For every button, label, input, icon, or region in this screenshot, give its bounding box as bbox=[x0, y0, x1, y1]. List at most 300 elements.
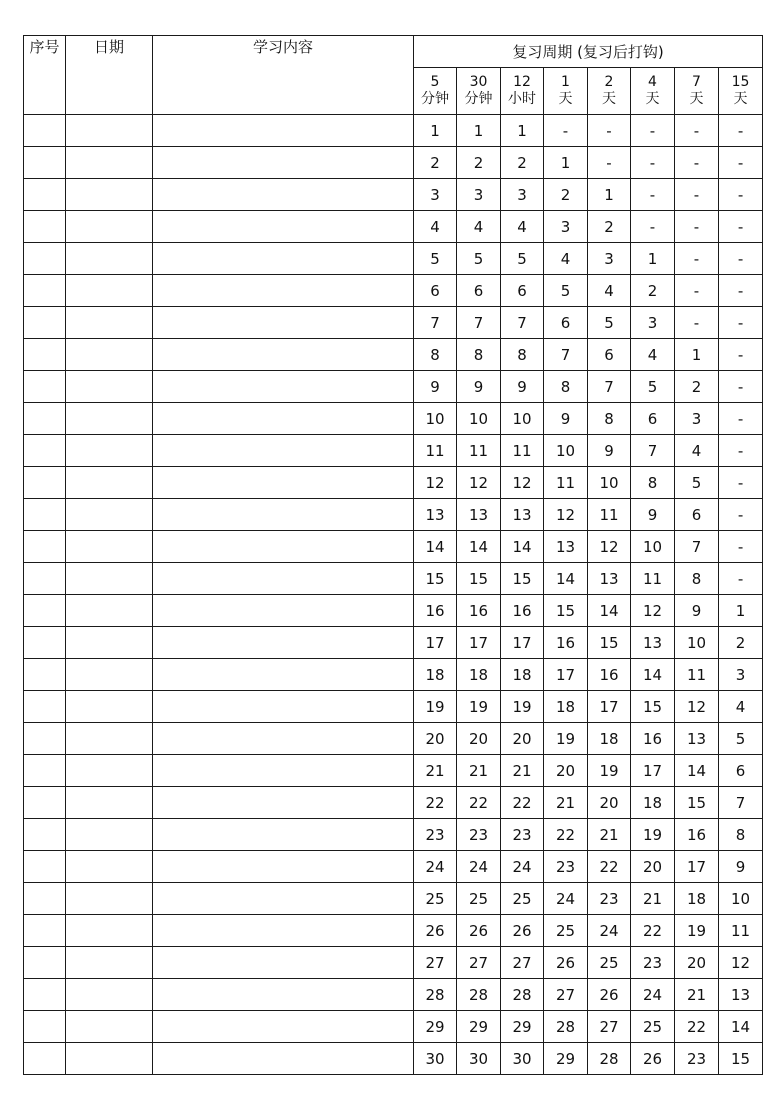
content-cell[interactable] bbox=[153, 563, 414, 595]
review-cell[interactable]: 17 bbox=[414, 627, 457, 659]
review-cell[interactable]: 28 bbox=[414, 979, 457, 1011]
review-cell[interactable]: 3 bbox=[414, 179, 457, 211]
date-cell[interactable] bbox=[66, 115, 153, 147]
content-cell[interactable] bbox=[153, 371, 414, 403]
date-cell[interactable] bbox=[66, 915, 153, 947]
date-cell[interactable] bbox=[66, 755, 153, 787]
review-cell[interactable]: 3 bbox=[544, 211, 588, 243]
review-cell[interactable]: 5 bbox=[414, 243, 457, 275]
review-cell[interactable]: 25 bbox=[631, 1011, 675, 1043]
review-cell[interactable]: - bbox=[719, 339, 763, 371]
review-cell[interactable]: - bbox=[719, 371, 763, 403]
content-cell[interactable] bbox=[153, 211, 414, 243]
review-cell[interactable]: 21 bbox=[675, 979, 719, 1011]
review-cell[interactable]: 27 bbox=[457, 947, 501, 979]
seq-cell[interactable] bbox=[24, 563, 66, 595]
review-cell[interactable]: 2 bbox=[414, 147, 457, 179]
review-cell[interactable]: 1 bbox=[631, 243, 675, 275]
review-cell[interactable]: 22 bbox=[414, 787, 457, 819]
seq-cell[interactable] bbox=[24, 467, 66, 499]
review-cell[interactable]: 19 bbox=[631, 819, 675, 851]
review-cell[interactable]: 24 bbox=[631, 979, 675, 1011]
review-cell[interactable]: 12 bbox=[588, 531, 631, 563]
content-cell[interactable] bbox=[153, 147, 414, 179]
seq-cell[interactable] bbox=[24, 115, 66, 147]
review-cell[interactable]: 8 bbox=[414, 339, 457, 371]
review-cell[interactable]: 4 bbox=[501, 211, 544, 243]
seq-cell[interactable] bbox=[24, 883, 66, 915]
content-cell[interactable] bbox=[153, 1043, 414, 1075]
review-cell[interactable]: 27 bbox=[501, 947, 544, 979]
date-cell[interactable] bbox=[66, 307, 153, 339]
review-cell[interactable]: 20 bbox=[414, 723, 457, 755]
review-cell[interactable]: 4 bbox=[414, 211, 457, 243]
review-cell[interactable]: 8 bbox=[675, 563, 719, 595]
review-cell[interactable]: 21 bbox=[457, 755, 501, 787]
review-cell[interactable]: 26 bbox=[544, 947, 588, 979]
review-cell[interactable]: 10 bbox=[675, 627, 719, 659]
date-cell[interactable] bbox=[66, 563, 153, 595]
review-cell[interactable]: 23 bbox=[414, 819, 457, 851]
review-cell[interactable]: 14 bbox=[544, 563, 588, 595]
review-cell[interactable]: 5 bbox=[675, 467, 719, 499]
review-cell[interactable]: 25 bbox=[457, 883, 501, 915]
review-cell[interactable]: 26 bbox=[631, 1043, 675, 1075]
seq-cell[interactable] bbox=[24, 851, 66, 883]
date-cell[interactable] bbox=[66, 595, 153, 627]
review-cell[interactable]: 3 bbox=[588, 243, 631, 275]
review-cell[interactable]: 7 bbox=[588, 371, 631, 403]
review-cell[interactable]: 20 bbox=[501, 723, 544, 755]
review-cell[interactable]: 2 bbox=[675, 371, 719, 403]
review-cell[interactable]: - bbox=[631, 147, 675, 179]
seq-cell[interactable] bbox=[24, 595, 66, 627]
review-cell[interactable]: 17 bbox=[631, 755, 675, 787]
date-cell[interactable] bbox=[66, 275, 153, 307]
review-cell[interactable]: 26 bbox=[588, 979, 631, 1011]
review-cell[interactable]: 21 bbox=[544, 787, 588, 819]
review-cell[interactable]: 13 bbox=[588, 563, 631, 595]
review-cell[interactable]: 7 bbox=[501, 307, 544, 339]
content-cell[interactable] bbox=[153, 339, 414, 371]
seq-cell[interactable] bbox=[24, 659, 66, 691]
review-cell[interactable]: 7 bbox=[414, 307, 457, 339]
review-cell[interactable]: 4 bbox=[675, 435, 719, 467]
review-cell[interactable]: 20 bbox=[588, 787, 631, 819]
seq-cell[interactable] bbox=[24, 435, 66, 467]
date-cell[interactable] bbox=[66, 883, 153, 915]
review-cell[interactable]: 17 bbox=[588, 691, 631, 723]
content-cell[interactable] bbox=[153, 115, 414, 147]
review-cell[interactable]: 13 bbox=[457, 499, 501, 531]
date-cell[interactable] bbox=[66, 403, 153, 435]
review-cell[interactable]: 8 bbox=[719, 819, 763, 851]
review-cell[interactable]: 24 bbox=[501, 851, 544, 883]
review-cell[interactable]: 23 bbox=[501, 819, 544, 851]
review-cell[interactable]: 14 bbox=[501, 531, 544, 563]
date-cell[interactable] bbox=[66, 211, 153, 243]
review-cell[interactable]: 24 bbox=[544, 883, 588, 915]
review-cell[interactable]: 29 bbox=[501, 1011, 544, 1043]
review-cell[interactable]: 15 bbox=[457, 563, 501, 595]
review-cell[interactable]: 22 bbox=[631, 915, 675, 947]
review-cell[interactable]: 4 bbox=[631, 339, 675, 371]
seq-cell[interactable] bbox=[24, 339, 66, 371]
date-cell[interactable] bbox=[66, 723, 153, 755]
review-cell[interactable]: 25 bbox=[544, 915, 588, 947]
review-cell[interactable]: 11 bbox=[544, 467, 588, 499]
date-cell[interactable] bbox=[66, 243, 153, 275]
seq-cell[interactable] bbox=[24, 531, 66, 563]
review-cell[interactable]: 28 bbox=[544, 1011, 588, 1043]
review-cell[interactable]: 6 bbox=[675, 499, 719, 531]
review-cell[interactable]: 17 bbox=[457, 627, 501, 659]
date-cell[interactable] bbox=[66, 979, 153, 1011]
review-cell[interactable]: 10 bbox=[501, 403, 544, 435]
review-cell[interactable]: 9 bbox=[631, 499, 675, 531]
review-cell[interactable]: - bbox=[675, 147, 719, 179]
review-cell[interactable]: 30 bbox=[457, 1043, 501, 1075]
review-cell[interactable]: 3 bbox=[719, 659, 763, 691]
review-cell[interactable]: 11 bbox=[457, 435, 501, 467]
review-cell[interactable]: 9 bbox=[501, 371, 544, 403]
review-cell[interactable]: - bbox=[675, 275, 719, 307]
review-cell[interactable]: 9 bbox=[675, 595, 719, 627]
content-cell[interactable] bbox=[153, 531, 414, 563]
content-cell[interactable] bbox=[153, 307, 414, 339]
content-cell[interactable] bbox=[153, 723, 414, 755]
review-cell[interactable]: 17 bbox=[675, 851, 719, 883]
review-cell[interactable]: 30 bbox=[501, 1043, 544, 1075]
review-cell[interactable]: 29 bbox=[544, 1043, 588, 1075]
review-cell[interactable]: 9 bbox=[414, 371, 457, 403]
review-cell[interactable]: - bbox=[631, 179, 675, 211]
review-cell[interactable]: 18 bbox=[544, 691, 588, 723]
seq-cell[interactable] bbox=[24, 947, 66, 979]
review-cell[interactable]: 30 bbox=[414, 1043, 457, 1075]
review-cell[interactable]: - bbox=[588, 115, 631, 147]
review-cell[interactable]: - bbox=[719, 403, 763, 435]
review-cell[interactable]: 7 bbox=[457, 307, 501, 339]
review-cell[interactable]: 14 bbox=[631, 659, 675, 691]
review-cell[interactable]: 10 bbox=[588, 467, 631, 499]
review-cell[interactable]: 22 bbox=[457, 787, 501, 819]
seq-cell[interactable] bbox=[24, 691, 66, 723]
review-cell[interactable]: 26 bbox=[414, 915, 457, 947]
review-cell[interactable]: 16 bbox=[457, 595, 501, 627]
review-cell[interactable]: - bbox=[719, 275, 763, 307]
review-cell[interactable]: 15 bbox=[501, 563, 544, 595]
review-cell[interactable]: 1 bbox=[414, 115, 457, 147]
review-cell[interactable]: 27 bbox=[544, 979, 588, 1011]
review-cell[interactable]: 6 bbox=[631, 403, 675, 435]
review-cell[interactable]: 19 bbox=[544, 723, 588, 755]
review-cell[interactable]: 16 bbox=[414, 595, 457, 627]
review-cell[interactable]: - bbox=[719, 531, 763, 563]
review-cell[interactable]: 13 bbox=[675, 723, 719, 755]
review-cell[interactable]: - bbox=[719, 147, 763, 179]
seq-cell[interactable] bbox=[24, 243, 66, 275]
review-cell[interactable]: 1 bbox=[719, 595, 763, 627]
review-cell[interactable]: - bbox=[631, 115, 675, 147]
content-cell[interactable] bbox=[153, 691, 414, 723]
content-cell[interactable] bbox=[153, 883, 414, 915]
review-cell[interactable]: 4 bbox=[544, 243, 588, 275]
review-cell[interactable]: 22 bbox=[588, 851, 631, 883]
review-cell[interactable]: 2 bbox=[631, 275, 675, 307]
review-cell[interactable]: 14 bbox=[675, 755, 719, 787]
review-cell[interactable]: - bbox=[544, 115, 588, 147]
review-cell[interactable]: 16 bbox=[631, 723, 675, 755]
review-cell[interactable]: 18 bbox=[414, 659, 457, 691]
review-cell[interactable]: 10 bbox=[719, 883, 763, 915]
content-cell[interactable] bbox=[153, 179, 414, 211]
date-cell[interactable] bbox=[66, 691, 153, 723]
date-cell[interactable] bbox=[66, 819, 153, 851]
review-cell[interactable]: 13 bbox=[719, 979, 763, 1011]
review-cell[interactable]: - bbox=[631, 211, 675, 243]
review-cell[interactable]: 11 bbox=[501, 435, 544, 467]
review-cell[interactable]: 23 bbox=[588, 883, 631, 915]
review-cell[interactable]: 21 bbox=[588, 819, 631, 851]
date-cell[interactable] bbox=[66, 371, 153, 403]
review-cell[interactable]: 16 bbox=[675, 819, 719, 851]
review-cell[interactable]: - bbox=[719, 563, 763, 595]
content-cell[interactable] bbox=[153, 851, 414, 883]
review-cell[interactable]: 27 bbox=[588, 1011, 631, 1043]
seq-cell[interactable] bbox=[24, 915, 66, 947]
review-cell[interactable]: - bbox=[675, 115, 719, 147]
review-cell[interactable]: 19 bbox=[588, 755, 631, 787]
review-cell[interactable]: 1 bbox=[675, 339, 719, 371]
review-cell[interactable]: 20 bbox=[544, 755, 588, 787]
review-cell[interactable]: 29 bbox=[457, 1011, 501, 1043]
review-cell[interactable]: 22 bbox=[544, 819, 588, 851]
seq-cell[interactable] bbox=[24, 787, 66, 819]
review-cell[interactable]: 13 bbox=[631, 627, 675, 659]
review-cell[interactable]: 9 bbox=[588, 435, 631, 467]
review-cell[interactable]: 18 bbox=[588, 723, 631, 755]
seq-cell[interactable] bbox=[24, 403, 66, 435]
review-cell[interactable]: 13 bbox=[414, 499, 457, 531]
review-cell[interactable]: 18 bbox=[501, 659, 544, 691]
review-cell[interactable]: 15 bbox=[719, 1043, 763, 1075]
review-cell[interactable]: 12 bbox=[631, 595, 675, 627]
content-cell[interactable] bbox=[153, 787, 414, 819]
review-cell[interactable]: 14 bbox=[457, 531, 501, 563]
seq-cell[interactable] bbox=[24, 755, 66, 787]
review-cell[interactable]: - bbox=[675, 179, 719, 211]
review-cell[interactable]: 5 bbox=[588, 307, 631, 339]
review-cell[interactable]: 26 bbox=[457, 915, 501, 947]
review-cell[interactable]: 25 bbox=[588, 947, 631, 979]
review-cell[interactable]: - bbox=[719, 243, 763, 275]
review-cell[interactable]: 11 bbox=[414, 435, 457, 467]
review-cell[interactable]: 21 bbox=[501, 755, 544, 787]
review-cell[interactable]: 4 bbox=[719, 691, 763, 723]
content-cell[interactable] bbox=[153, 659, 414, 691]
review-cell[interactable]: - bbox=[719, 179, 763, 211]
review-cell[interactable]: 18 bbox=[631, 787, 675, 819]
review-cell[interactable]: 7 bbox=[719, 787, 763, 819]
review-cell[interactable]: 5 bbox=[631, 371, 675, 403]
review-cell[interactable]: 10 bbox=[414, 403, 457, 435]
review-cell[interactable]: 19 bbox=[414, 691, 457, 723]
seq-cell[interactable] bbox=[24, 147, 66, 179]
review-cell[interactable]: - bbox=[719, 307, 763, 339]
seq-cell[interactable] bbox=[24, 499, 66, 531]
review-cell[interactable]: - bbox=[675, 243, 719, 275]
review-cell[interactable]: 10 bbox=[631, 531, 675, 563]
content-cell[interactable] bbox=[153, 595, 414, 627]
review-cell[interactable]: 16 bbox=[588, 659, 631, 691]
review-cell[interactable]: 11 bbox=[588, 499, 631, 531]
review-cell[interactable]: 29 bbox=[414, 1011, 457, 1043]
review-cell[interactable]: 6 bbox=[414, 275, 457, 307]
review-cell[interactable]: 24 bbox=[588, 915, 631, 947]
review-cell[interactable]: 19 bbox=[675, 915, 719, 947]
seq-cell[interactable] bbox=[24, 979, 66, 1011]
review-cell[interactable]: 17 bbox=[544, 659, 588, 691]
date-cell[interactable] bbox=[66, 435, 153, 467]
review-cell[interactable]: 20 bbox=[675, 947, 719, 979]
review-cell[interactable]: 7 bbox=[631, 435, 675, 467]
review-cell[interactable]: 5 bbox=[544, 275, 588, 307]
review-cell[interactable]: 17 bbox=[501, 627, 544, 659]
date-cell[interactable] bbox=[66, 1011, 153, 1043]
review-cell[interactable]: 13 bbox=[501, 499, 544, 531]
review-cell[interactable]: 3 bbox=[675, 403, 719, 435]
review-cell[interactable]: 6 bbox=[588, 339, 631, 371]
review-cell[interactable]: 28 bbox=[457, 979, 501, 1011]
review-cell[interactable]: 14 bbox=[719, 1011, 763, 1043]
review-cell[interactable]: 12 bbox=[544, 499, 588, 531]
review-cell[interactable]: 12 bbox=[457, 467, 501, 499]
review-cell[interactable]: 3 bbox=[457, 179, 501, 211]
review-cell[interactable]: 2 bbox=[719, 627, 763, 659]
date-cell[interactable] bbox=[66, 499, 153, 531]
review-cell[interactable]: 23 bbox=[631, 947, 675, 979]
content-cell[interactable] bbox=[153, 915, 414, 947]
review-cell[interactable]: 23 bbox=[544, 851, 588, 883]
content-cell[interactable] bbox=[153, 467, 414, 499]
review-cell[interactable]: 12 bbox=[675, 691, 719, 723]
review-cell[interactable]: - bbox=[719, 211, 763, 243]
date-cell[interactable] bbox=[66, 179, 153, 211]
review-cell[interactable]: 7 bbox=[675, 531, 719, 563]
review-cell[interactable]: 12 bbox=[414, 467, 457, 499]
review-cell[interactable]: 25 bbox=[414, 883, 457, 915]
review-cell[interactable]: 9 bbox=[719, 851, 763, 883]
review-cell[interactable]: 21 bbox=[631, 883, 675, 915]
seq-cell[interactable] bbox=[24, 307, 66, 339]
review-cell[interactable]: 11 bbox=[631, 563, 675, 595]
review-cell[interactable]: 16 bbox=[544, 627, 588, 659]
content-cell[interactable] bbox=[153, 403, 414, 435]
date-cell[interactable] bbox=[66, 947, 153, 979]
date-cell[interactable] bbox=[66, 659, 153, 691]
review-cell[interactable]: 1 bbox=[544, 147, 588, 179]
review-cell[interactable]: 5 bbox=[457, 243, 501, 275]
content-cell[interactable] bbox=[153, 435, 414, 467]
review-cell[interactable]: 12 bbox=[719, 947, 763, 979]
review-cell[interactable]: 22 bbox=[675, 1011, 719, 1043]
review-cell[interactable]: 10 bbox=[457, 403, 501, 435]
review-cell[interactable]: 19 bbox=[501, 691, 544, 723]
review-cell[interactable]: 1 bbox=[588, 179, 631, 211]
date-cell[interactable] bbox=[66, 339, 153, 371]
review-cell[interactable]: - bbox=[588, 147, 631, 179]
review-cell[interactable]: 2 bbox=[588, 211, 631, 243]
review-cell[interactable]: 14 bbox=[414, 531, 457, 563]
review-cell[interactable]: 15 bbox=[544, 595, 588, 627]
review-cell[interactable]: 8 bbox=[457, 339, 501, 371]
review-cell[interactable]: 1 bbox=[457, 115, 501, 147]
review-cell[interactable]: 14 bbox=[588, 595, 631, 627]
review-cell[interactable]: 10 bbox=[544, 435, 588, 467]
seq-cell[interactable] bbox=[24, 371, 66, 403]
content-cell[interactable] bbox=[153, 755, 414, 787]
seq-cell[interactable] bbox=[24, 819, 66, 851]
content-cell[interactable] bbox=[153, 1011, 414, 1043]
review-cell[interactable]: 16 bbox=[501, 595, 544, 627]
seq-cell[interactable] bbox=[24, 1011, 66, 1043]
review-cell[interactable]: 26 bbox=[501, 915, 544, 947]
date-cell[interactable] bbox=[66, 467, 153, 499]
review-cell[interactable]: 2 bbox=[457, 147, 501, 179]
date-cell[interactable] bbox=[66, 627, 153, 659]
review-cell[interactable]: 24 bbox=[457, 851, 501, 883]
review-cell[interactable]: 23 bbox=[675, 1043, 719, 1075]
review-cell[interactable]: 18 bbox=[457, 659, 501, 691]
review-cell[interactable]: 13 bbox=[544, 531, 588, 563]
seq-cell[interactable] bbox=[24, 627, 66, 659]
review-cell[interactable]: 5 bbox=[719, 723, 763, 755]
review-cell[interactable]: 7 bbox=[544, 339, 588, 371]
review-cell[interactable]: 8 bbox=[501, 339, 544, 371]
review-cell[interactable]: - bbox=[719, 115, 763, 147]
review-cell[interactable]: 15 bbox=[588, 627, 631, 659]
seq-cell[interactable] bbox=[24, 211, 66, 243]
content-cell[interactable] bbox=[153, 275, 414, 307]
seq-cell[interactable] bbox=[24, 723, 66, 755]
seq-cell[interactable] bbox=[24, 275, 66, 307]
date-cell[interactable] bbox=[66, 851, 153, 883]
review-cell[interactable]: - bbox=[719, 467, 763, 499]
content-cell[interactable] bbox=[153, 979, 414, 1011]
date-cell[interactable] bbox=[66, 1043, 153, 1075]
content-cell[interactable] bbox=[153, 499, 414, 531]
review-cell[interactable]: 23 bbox=[457, 819, 501, 851]
review-cell[interactable]: 8 bbox=[631, 467, 675, 499]
review-cell[interactable]: 9 bbox=[457, 371, 501, 403]
review-cell[interactable]: - bbox=[719, 499, 763, 531]
review-cell[interactable]: 9 bbox=[544, 403, 588, 435]
review-cell[interactable]: 20 bbox=[631, 851, 675, 883]
review-cell[interactable]: 27 bbox=[414, 947, 457, 979]
review-cell[interactable]: 8 bbox=[588, 403, 631, 435]
review-cell[interactable]: 24 bbox=[414, 851, 457, 883]
review-cell[interactable]: - bbox=[719, 435, 763, 467]
seq-cell[interactable] bbox=[24, 1043, 66, 1075]
review-cell[interactable]: 12 bbox=[501, 467, 544, 499]
review-cell[interactable]: 2 bbox=[501, 147, 544, 179]
content-cell[interactable] bbox=[153, 627, 414, 659]
review-cell[interactable]: - bbox=[675, 211, 719, 243]
review-cell[interactable]: 19 bbox=[457, 691, 501, 723]
review-cell[interactable]: 22 bbox=[501, 787, 544, 819]
review-cell[interactable]: 6 bbox=[719, 755, 763, 787]
